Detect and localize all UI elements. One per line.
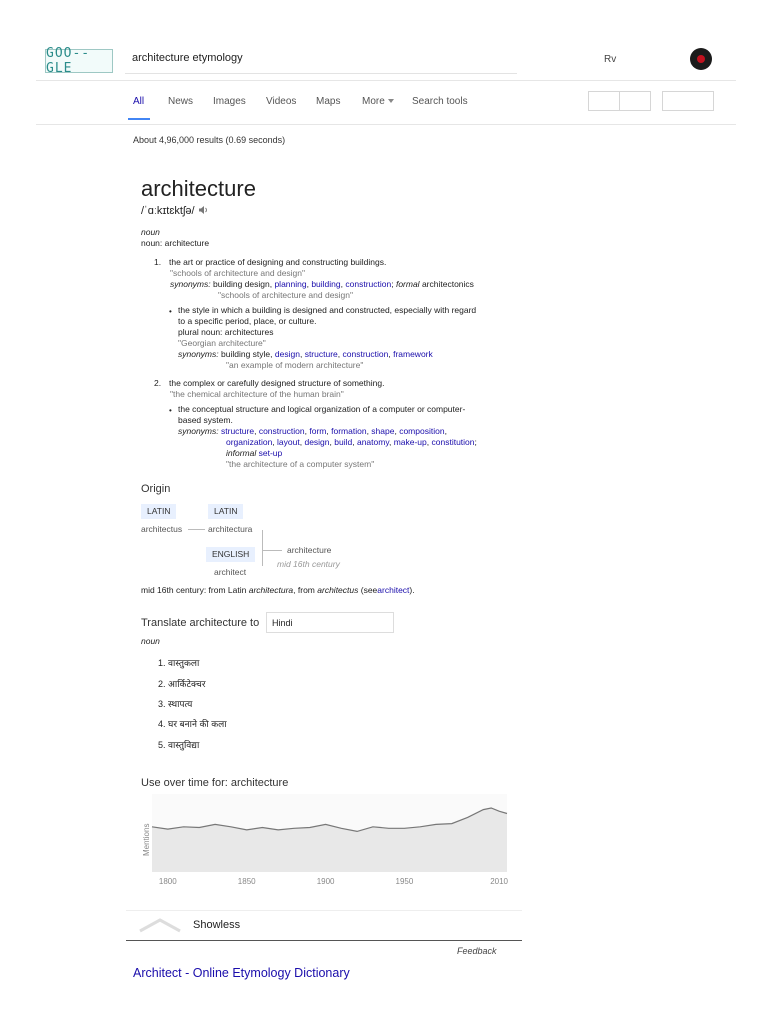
plural-noun: plural noun: architectures [178,327,274,337]
sense-2-definition: the complex or carefully designed structure of something. [169,378,385,388]
translate-pos: noun [141,636,160,646]
register-label: formal [395,279,420,289]
chart-title: Use over time for: architecture [141,777,289,789]
tab-maps[interactable]: Maps [316,96,341,107]
tab-more-label: More [362,96,385,107]
card-separator [126,940,522,941]
translation-item: 5. वास्तुविद्या [158,740,200,750]
synonym: building design, [213,279,273,289]
pos-label: noun [141,227,160,237]
usage-chart [136,790,516,890]
synonym-link[interactable]: structure [221,426,255,436]
register-label: informal [226,448,257,458]
avatar[interactable] [690,48,712,70]
active-tab-indicator [128,118,150,120]
x-tick-label: 2010 [490,877,508,886]
speaker-icon[interactable] [198,205,209,215]
etymology-date: mid 16th century [277,559,340,569]
user-name[interactable]: Rv [604,54,617,65]
sense-1b-definition-cont: to a specific period, place, or culture. [178,316,317,326]
etymology-connector [262,530,263,566]
origin-note-text: , from [293,585,315,595]
etymon-word: architect [214,567,247,577]
toolbar-button-right[interactable] [619,91,651,111]
origin-word: architectus [317,585,359,595]
sense-1-synonyms: synonyms: building design, planning, building, construction; formal architectonics [170,279,474,289]
phonetic: /ˈɑːkɪtɛktʃə/ [141,205,195,217]
result-stats: About 4,96,000 results (0.69 seconds) [133,135,286,145]
search-input[interactable] [125,46,517,72]
synonym-link[interactable]: form [309,426,327,436]
synonym-link[interactable]: anatomy [356,437,389,447]
synonym-link[interactable]: set-up [258,448,283,458]
synonym-link[interactable]: build [334,437,353,447]
synonym-link[interactable]: construction [345,279,392,289]
headword: architecture [141,176,256,201]
origin-link[interactable]: architect [377,585,410,595]
synonyms-label: synonyms: [170,279,211,289]
tab-news[interactable]: News [168,96,194,107]
sense-1b-synonyms: synonyms: building style, design, structure, construction, framework [178,349,433,359]
origin-note-text: mid 16th century: from Latin [141,585,247,595]
language-chip: LATIN [141,504,176,519]
sense-1-example: "schools of architecture and design" [170,268,306,278]
bullet: • [169,406,172,415]
divider [126,910,522,911]
chevron-up-icon[interactable] [138,916,182,934]
sense-2b-synonyms: synonyms: structure, construction, form, formation, shape, composition, [178,426,447,436]
sense-1-definition: the art or practice of designing and constructing buildings. [169,257,387,267]
synonym-example: "an example of modern architecture" [226,360,364,370]
chart-ylabel: Mentions [142,823,151,856]
synonym-link[interactable]: organization [226,437,273,447]
feedback-link[interactable]: Feedback [457,946,497,956]
x-tick-label: 1800 [158,877,177,886]
result-link[interactable]: Architect - Online Etymology Dictionary [133,966,350,980]
tab-images[interactable]: Images [213,96,246,107]
bullet: • [169,307,172,316]
synonym-link[interactable]: layout [277,437,300,447]
origin-note-text: ). [409,585,415,595]
search-underline [125,73,517,74]
language-select[interactable]: Hindi [266,612,394,633]
phonetic-line [141,205,209,217]
sense-1b-example: "Georgian architecture" [178,338,266,348]
synonym-link[interactable]: structure [304,349,338,359]
synonym-link[interactable]: shape [371,426,395,436]
synonym-link[interactable]: construction [258,426,305,436]
sense-2b-synonyms-row2: organization, layout, design, build, anatomy, make-up, constitution; [226,437,477,447]
language-chip: ENGLISH [206,547,255,562]
synonyms-label: synonyms: [178,349,219,359]
header-divider [36,80,736,81]
synonym-example: "schools of architecture and design" [218,290,354,300]
origin-word: architectura [248,585,294,595]
logo[interactable]: GOO--GLE [45,49,113,73]
etymon-word: architectura [208,524,253,534]
tab-videos[interactable]: Videos [266,96,297,107]
informal-synonyms [226,448,282,459]
tabs-divider [36,124,736,125]
toolbar-button-left[interactable] [588,91,620,111]
translation-item: 2. आर्किटेक्चर [158,679,206,689]
synonym: architectonics [421,279,474,289]
sense-1b-definition: the style in which a building is designed and constructed, especially with regard [178,305,477,315]
synonym-link[interactable]: construction [342,349,389,359]
language-chip: LATIN [208,504,243,519]
synonym-link[interactable]: design [274,349,300,359]
x-tick-label: 1950 [395,877,414,886]
synonyms-label: synonyms: [178,426,219,436]
synonym-example: "the architecture of a computer system" [226,459,375,469]
etymology-arrow [188,529,205,530]
etymology-arrow [262,550,282,551]
etymon-word: architectus [141,524,183,534]
synonym-link[interactable]: building [311,279,341,289]
synonym-link[interactable]: framework [393,349,433,359]
show-less-button[interactable]: Showless [193,919,241,931]
sense-2b-definition: the conceptual structure and logical organization of a computer or computer- [178,404,466,414]
origin-note [141,585,415,596]
settings-button[interactable] [662,91,714,111]
translation-item: 3. स्थापत्य [158,699,193,709]
noun-line: noun: architecture [141,238,210,248]
synonym-link[interactable]: design [304,437,330,447]
sense-2b-definition-cont: based system. [178,415,233,425]
etymology-result: architecture [287,545,332,555]
synonym-link[interactable]: planning [274,279,307,289]
chevron-down-icon [388,99,394,103]
synonym-link[interactable]: constitution [431,437,475,447]
search-query: architecture etymology [132,52,243,64]
synonym-link[interactable]: formation [331,426,367,436]
x-tick-label: 1900 [316,877,335,886]
sense-2-number: 2. [154,378,162,388]
tab-more[interactable] [362,96,394,107]
synonym: building style, [221,349,273,359]
origin-note-text: (see [360,585,378,595]
translation-item: 1. वास्तुकला [158,658,200,668]
translate-label: Translate architecture to [141,617,260,629]
origin-label: Origin [141,483,171,495]
tab-search-tools[interactable]: Search tools [412,96,468,107]
sense-1-number: 1. [154,257,162,267]
synonym-link[interactable]: composition [399,426,445,436]
sense-2-example: "the chemical architecture of the human brain" [170,389,344,399]
x-tick-label: 1850 [237,877,256,886]
tab-all[interactable]: All [133,96,145,107]
synonym-link[interactable]: make-up [393,437,427,447]
translation-item: 4. घर बनाने की कला [158,719,227,729]
